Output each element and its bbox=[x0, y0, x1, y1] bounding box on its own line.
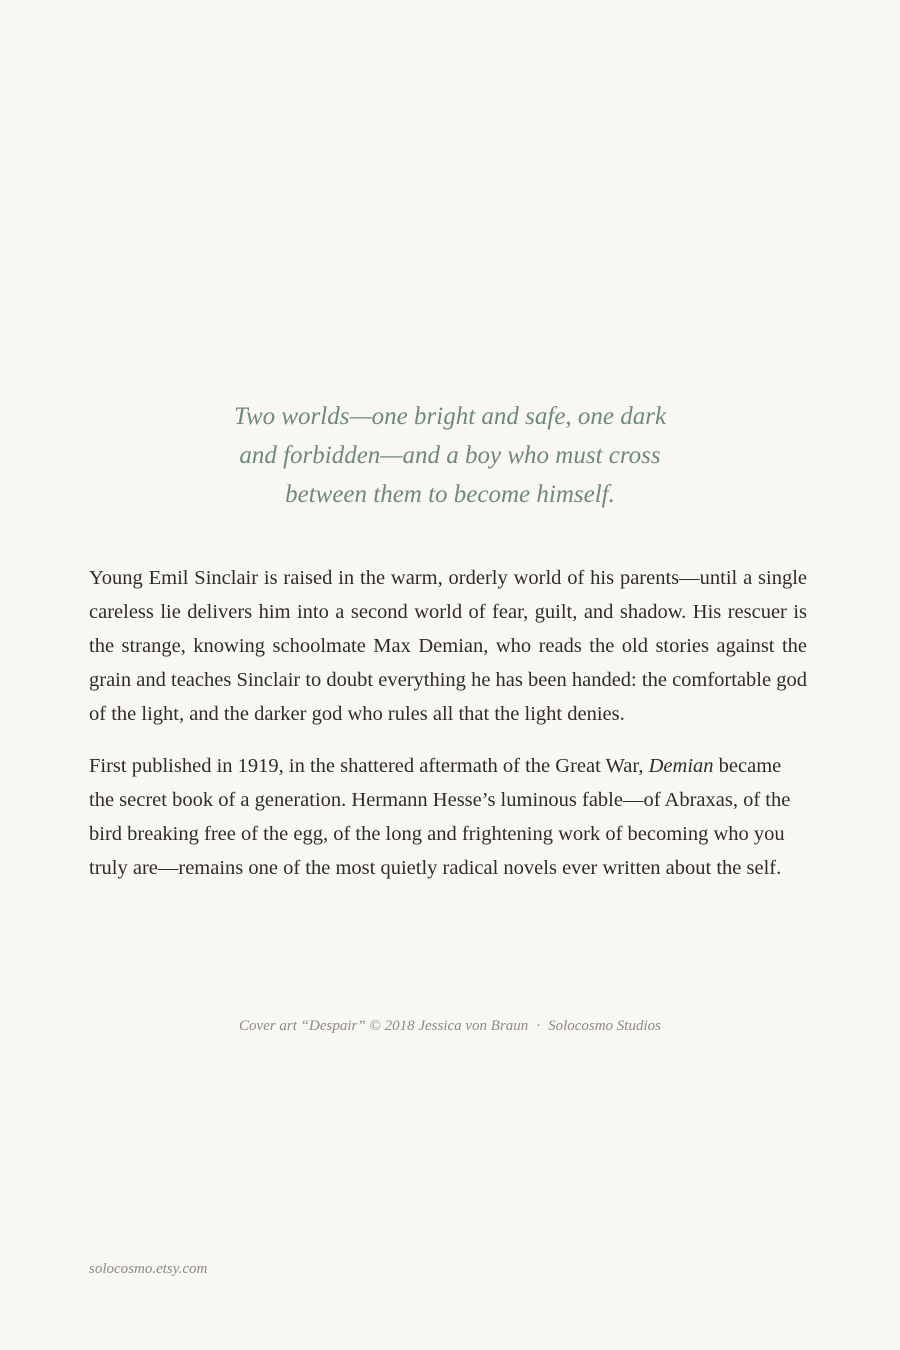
synopsis-paragraph-2-start: First published in 1919, in the shattered aftermath of the Great War, bbox=[89, 755, 649, 777]
synopsis-paragraph-2-end: became the secret book of a generation. Hermann Hesse’s luminous fable—of Abraxas, of the bird breaking free of the egg, of the long and frightening work of becoming who you truly are—remains one of the most quietly radical novels ever written about the self. bbox=[89, 755, 791, 879]
synopsis bbox=[89, 561, 807, 903]
credit-separator: · bbox=[536, 1018, 541, 1034]
cover-art-credit bbox=[0, 1015, 900, 1037]
tagline-line-3: between them to become himself. bbox=[285, 481, 615, 508]
cover-art-attribution: Cover art “Despair” © 2018 Jessica von Braun bbox=[239, 1018, 529, 1034]
synopsis-paragraph-2 bbox=[89, 749, 807, 885]
tagline-line-2: and forbidden—and a boy who must cross bbox=[239, 442, 661, 469]
synopsis-paragraph-1: Young Emil Sinclair is raised in the warm, orderly world of his parents—until a single careless lie delivers him into a second world of fear, guilt, and shadow. His rescuer is the strange, knowing schoolmate Max Demian, who reads the old stories against the grain and teaches Sinclair to doubt everything he has been handed: the comfortable god of the light, and the darker god who rules all that the light denies. bbox=[89, 567, 807, 725]
shop-url[interactable]: solocosmo.etsy.com bbox=[89, 1261, 208, 1277]
tagline-line-1: Two worlds—one bright and safe, one dark bbox=[233, 403, 667, 430]
tagline bbox=[200, 397, 700, 514]
book-title: Demian bbox=[648, 755, 714, 777]
studio-name: Solocosmo Studios bbox=[548, 1018, 661, 1034]
